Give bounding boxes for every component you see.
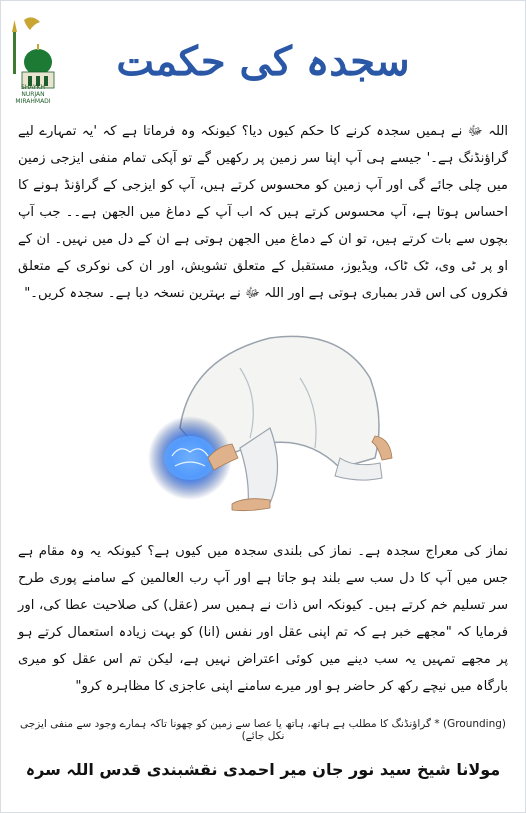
author-signature: مولانا شیخ سید نور جان میر احمدی نقشبندی قدس اللہ سرہ [25, 760, 501, 779]
grounding-footnote: (Grounding) * گراؤنڈنگ کا مطلب ہے ہاتھ، ہاتھ یا عصا سے زمین کو چھونا تاکہ ہمارے وجود سے منفی ایزجی نکل جائے) [19, 718, 507, 742]
logo-text: SHAYKH NURJAN MIRAHMADI [15, 84, 51, 105]
page-title: سجدہ کی حکمت [116, 38, 410, 85]
prostration-illustration [120, 318, 420, 533]
intro-paragraph: اللہ ﷻ نے ہمیں سجدہ کرنے کا حکم کیوں دیا؟ کیونکہ وہ فرماتا ہے کہ 'یہ تمہارے لیے گراؤنڈنگ ہے۔' جیسے ہی آپ اپنا سر زمین پر رکھیں گے تو آپکی تمام منفی ایزجی زمین میں چلی جائے گی اور آپ زمین کو محسوس کرتے ہیں، آپ کو ایزجی کے گراؤنڈ ہونے کا احساس ہوتا ہے، آپ محسوس کرتے ہیں کہ اب آپ کے دماغ میں الجھن ہے۔۔ جب آپ بچوں سے بات کرتے ہیں، تو ان کے دماغ میں الجھن ہوتی ہے ان کے دل میں نہیں۔ ان کے او پر ٹی وی، ٹک ٹاک، ویڈیوز، مستقبل کے متعلق تشویش، اور ان کی نوکری کے متعلق فکروں کی اس قدر بمباری ہوتی ہے اور اللہ ﷻ نے بہترین نسخہ دیا ہے۔ سجدہ کریں۔" [18, 124, 508, 301]
body-paragraph: نماز کی معراج سجدہ ہے۔ نماز کی بلندی سجدہ میں کیوں ہے؟ کیونکہ یہ وہ مقام ہے جس میں آپ کا دل سب سے بلند ہو جاتا ہے اور آپ رب العالمین کے سامنے پوری طرح سر تسلیم خم کرتے ہیں۔ کیونکہ اس ذات نے ہمیں سر (عقل) کی صلاحیت عطا کی، اور فرمایا کہ "مجھے خبر ہے کہ تم اپنی عقل اور نفس (انا) کو بہت زیادہ استعمال کرتے ہو پر مجھے تمہیں یہ سب دینے میں کوئی اعتراض نہیں ہے، لیکن تم اس عقل کو میری بارگاہ میں نیچے رکھ کر حاضر ہو اور میرے سامنے اپنی عاجزی کا مظاہرہ کرو" [18, 544, 508, 694]
